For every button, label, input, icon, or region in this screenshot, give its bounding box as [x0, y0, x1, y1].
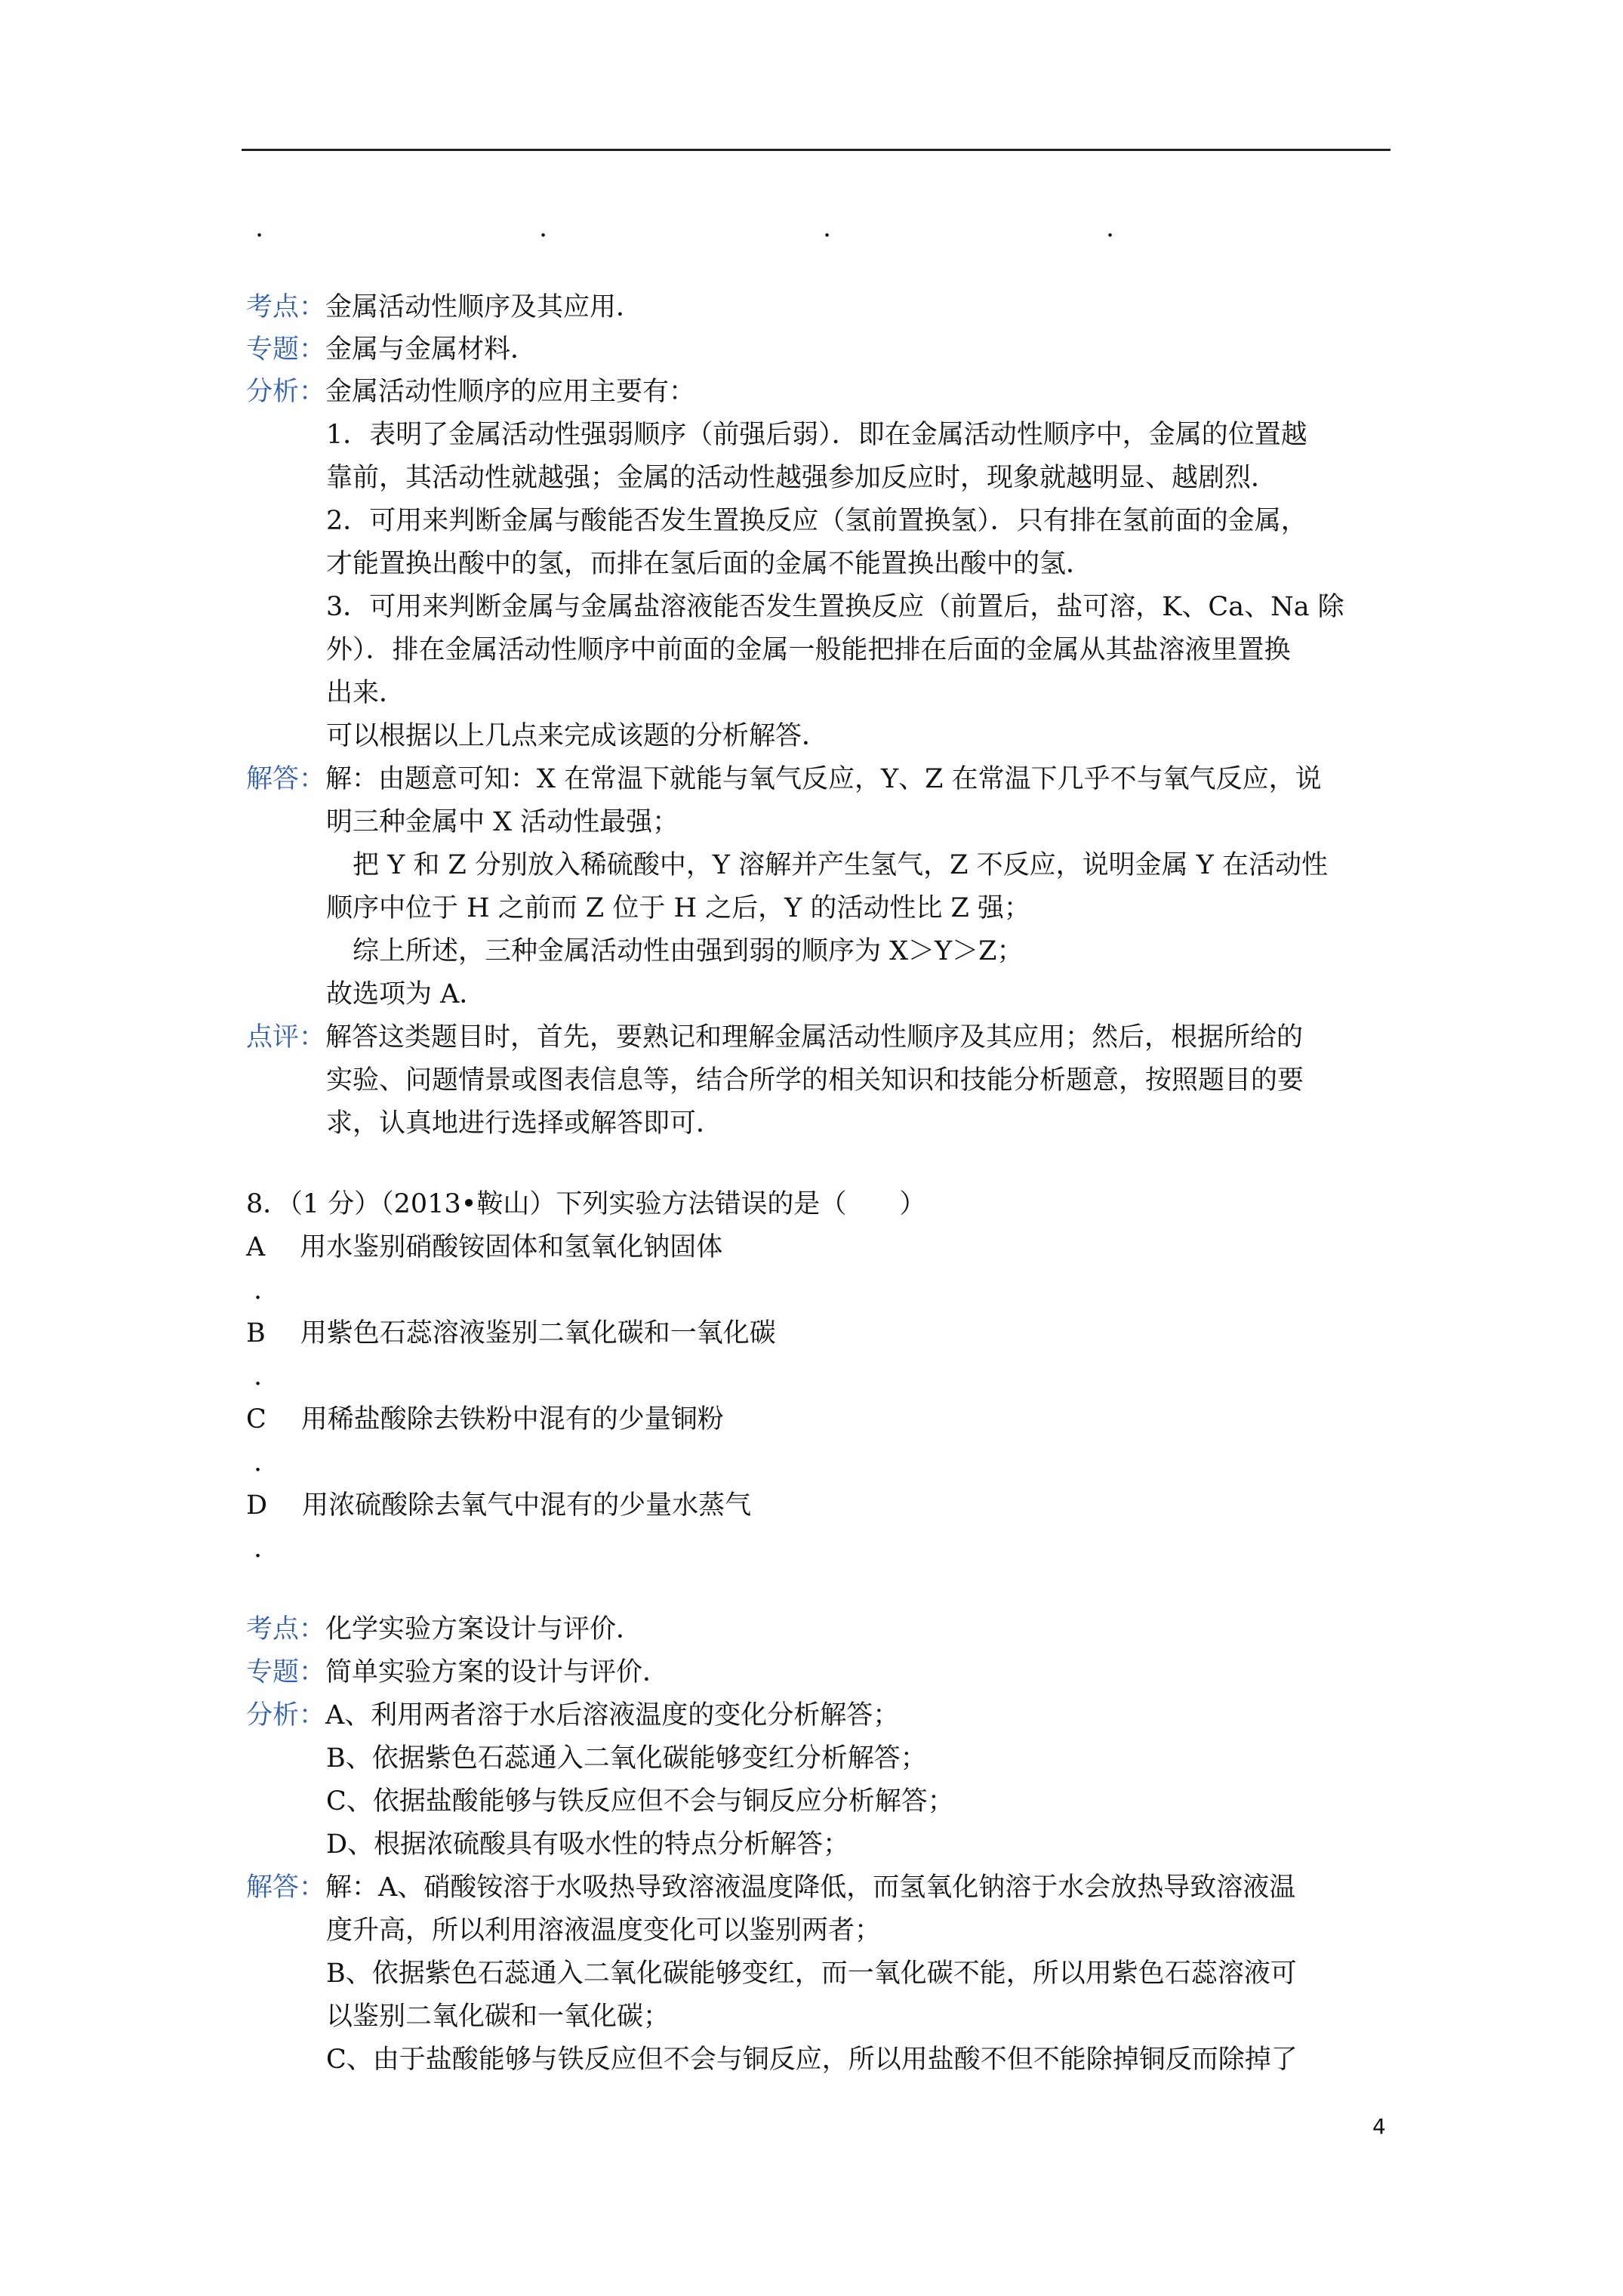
- jieda-line: 明三种金属中 X 活动性最强；: [326, 807, 679, 837]
- jieda-line: 顺序中位于 H 之前而 Z 位于 H 之后，Y 的活动性比 Z 强；: [326, 893, 1030, 923]
- option-text: 用紫色石蕊溶液鉴别二氧化碳和一氧化碳: [300, 1318, 776, 1348]
- option-dot: .: [254, 1447, 263, 1478]
- jieda-row: [246, 763, 1322, 796]
- zhuanti-row: [246, 1656, 669, 1689]
- kaodian-text: 化学实验方案设计与评价．: [325, 1614, 643, 1644]
- jieda-line: 故选项为 A．: [326, 979, 486, 1009]
- fenxi-line: A、利用两者溶于水后溶液温度的变化分析解答；: [325, 1700, 900, 1730]
- kaodian-text: 金属活动性顺序及其应用．: [325, 292, 643, 322]
- jieda-label: 解答：: [246, 1872, 326, 1903]
- option-letter: C: [246, 1404, 266, 1435]
- jieda-line: 解：A、硝酸铵溶于水吸热导致溶液温度降低，而氢氧化钠溶于水会放热导致溶液温: [325, 1872, 1296, 1903]
- option-dot: .: [254, 1533, 263, 1564]
- option-row: [246, 1489, 751, 1522]
- jieda-line: 把 Y 和 Z 分别放入稀硫酸中，Y 溶解并产生氢气，Z 不反应，说明金属 Y 在活动性: [353, 850, 1328, 880]
- fenxi-line: D、根据浓硫酸具有吸水性的特点分析解答；: [326, 1829, 850, 1860]
- kaodian-label: 考点：: [246, 1614, 326, 1644]
- zhuanti-row: [246, 333, 537, 366]
- jieda-line: 综上所述，三种金属活动性由强到弱的顺序为 X＞Y＞Z；: [353, 936, 1024, 966]
- jieda-line: B、依据紫色石蕊通入二氧化碳能够变红，而一氧化碳不能，所以用紫色石蕊溶液可: [326, 1959, 1297, 1989]
- jieda-line: 以鉴别二氧化碳和一氧化碳；: [326, 2002, 670, 2032]
- zhuanti-text: 简单实验方案的设计与评价．: [325, 1657, 670, 1687]
- jieda-line: C、由于盐酸能够与铁反应但不会与铜反应，所以用盐酸不但不能除掉铜反而除掉了: [326, 2045, 1298, 2075]
- fenxi-line: B、依据紫色石蕊通入二氧化碳能够变红分析解答；: [326, 1743, 927, 1774]
- dianping-line: 实验、问题情景或图表信息等，结合所学的相关知识和技能分析题意，按照题目的要: [326, 1065, 1304, 1096]
- option-letter: D: [246, 1490, 268, 1521]
- option-row: [246, 1317, 776, 1350]
- option-row: [246, 1231, 722, 1264]
- fenxi-line: 出来．: [326, 678, 406, 708]
- zhuanti-label: 专题：: [246, 1657, 326, 1687]
- kaodian-row: [246, 291, 642, 324]
- fenxi-label: 分析：: [246, 1700, 326, 1730]
- header-rule: [242, 149, 1390, 151]
- fenxi-line: 2．可用来判断金属与酸能否发生置换反应（氢前置换氢）．只有排在氢前面的金属，: [326, 506, 1307, 536]
- page-number: 4: [1372, 2114, 1386, 2139]
- fenxi-row: [246, 1699, 899, 1732]
- option-dot: .: [255, 213, 264, 243]
- jieda-line: 度升高，所以利用溶液温度变化可以鉴别两者；: [326, 1915, 882, 1946]
- fenxi-line: 可以根据以上几点来完成该题的分析解答．: [326, 721, 829, 751]
- option-dot: .: [823, 213, 832, 243]
- fenxi-row: [246, 375, 695, 408]
- dianping-line: 求，认真地进行选择或解答即可．: [326, 1108, 723, 1139]
- option-text: 用水鉴别硝酸铵固体和氢氧化钠固体: [300, 1232, 723, 1262]
- question-stem: 8．（1 分）（2013•鞍山）下列实验方法错误的是（ ）: [246, 1189, 926, 1219]
- dianping-row: [246, 1021, 1303, 1054]
- option-dot: .: [539, 213, 548, 243]
- jieda-line: 解：由题意可知：X 在常温下就能与氧气反应，Y、Z 在常温下几乎不与氧气反应，说: [325, 764, 1322, 794]
- option-row: [246, 1403, 724, 1436]
- fenxi-line: 金属活动性顺序的应用主要有：: [325, 377, 696, 407]
- kaodian-label: 考点：: [246, 292, 326, 322]
- option-text: 用稀盐酸除去铁粉中混有的少量铜粉: [300, 1404, 724, 1435]
- option-dot: .: [254, 1361, 263, 1391]
- option-letter: B: [246, 1318, 266, 1348]
- fenxi-line: C、依据盐酸能够与铁反应但不会与铜反应分析解答；: [326, 1786, 954, 1817]
- zhuanti-text: 金属与金属材料．: [325, 334, 537, 365]
- option-dot: .: [1106, 213, 1115, 243]
- option-letter: A: [246, 1232, 266, 1262]
- zhuanti-label: 专题：: [246, 334, 326, 365]
- jieda-row: [246, 1871, 1295, 1904]
- fenxi-line: 1．表明了金属活动性强弱顺序（前强后弱）．即在金属活动性顺序中，金属的位置越: [326, 420, 1307, 450]
- dianping-label: 点评：: [246, 1022, 326, 1052]
- fenxi-line: 靠前，其活动性就越强；金属的活动性越强参加反应时，现象就越明显、越剧烈．: [326, 463, 1278, 493]
- option-dot: .: [254, 1275, 263, 1305]
- fenxi-label: 分析：: [246, 377, 326, 407]
- dianping-line: 解答这类题目时，首先，要熟记和理解金属活动性顺序及其应用；然后，根据所给的: [325, 1022, 1304, 1052]
- jieda-label: 解答：: [246, 764, 326, 794]
- kaodian-row: [246, 1613, 642, 1646]
- fenxi-line: 才能置换出酸中的氢，而排在氢后面的金属不能置换出酸中的氢．: [326, 549, 1093, 579]
- fenxi-line: 3．可用来判断金属与金属盐溶液能否发生置换反应（前置后，盐可溶，K、Ca、Na 除: [326, 592, 1344, 622]
- option-text: 用浓硫酸除去氧气中混有的少量水蒸气: [302, 1490, 752, 1521]
- fenxi-line: 外）．排在金属活动性顺序中前面的金属一般能把排在后面的金属从其盐溶液里置换: [326, 635, 1291, 665]
